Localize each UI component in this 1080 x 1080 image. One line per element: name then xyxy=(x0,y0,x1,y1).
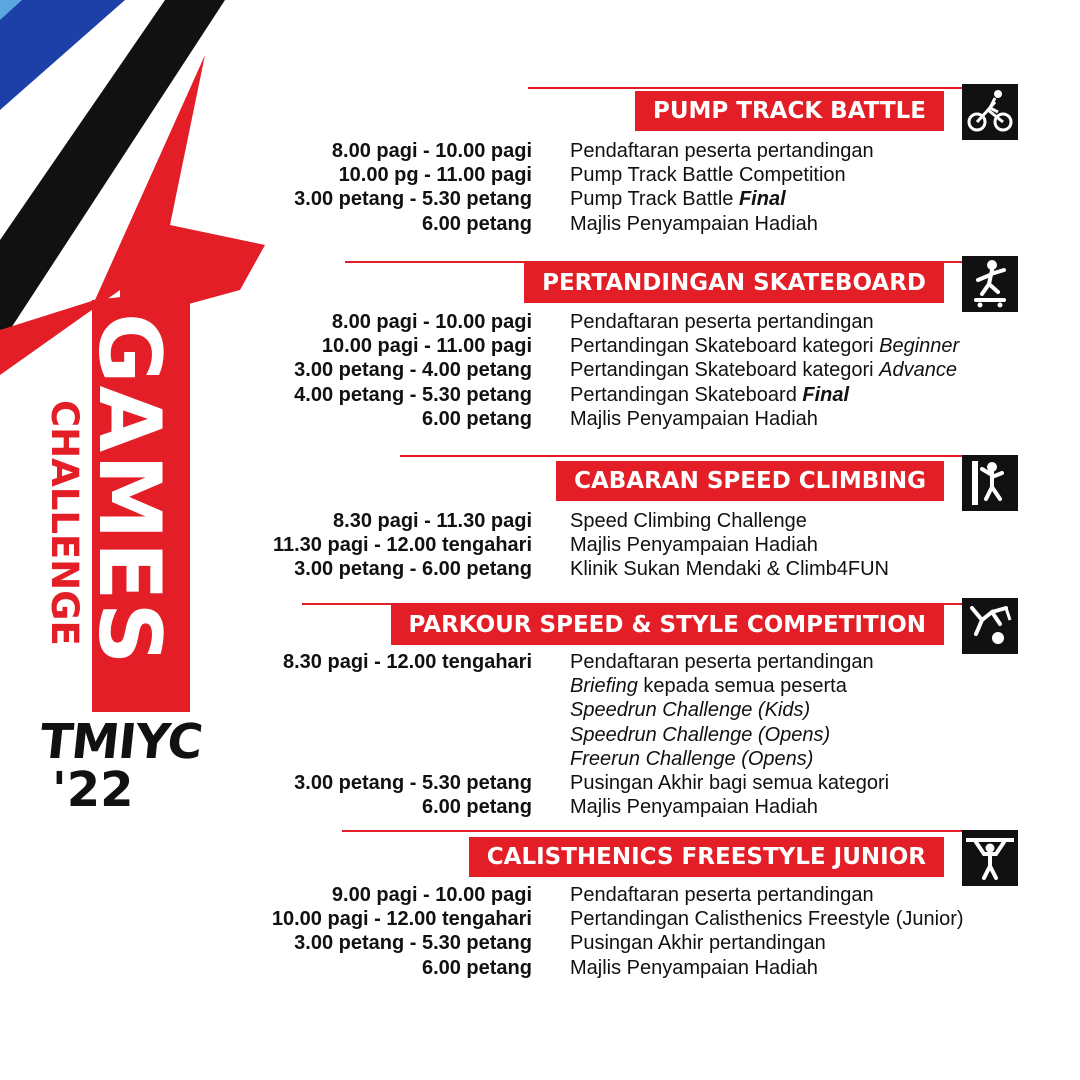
schedule-time: 8.00 pagi - 10.00 pagi xyxy=(331,140,532,162)
section-divider-line xyxy=(400,455,1018,457)
schedule-description: Pump Track Battle Final xyxy=(570,188,786,211)
schedule-description: Majlis Penyampaian Hadiah xyxy=(570,212,818,235)
schedule-row xyxy=(0,383,1080,407)
schedule-description xyxy=(570,747,813,771)
bmx-bike-icon xyxy=(962,84,1018,140)
schedule-row xyxy=(0,795,1080,819)
schedule-description: Pendaftaran peserta pertandingan xyxy=(570,651,874,673)
schedule-description: Klinik Sukan Mendaki & Climb4FUN xyxy=(570,558,890,581)
schedule-row xyxy=(0,771,1080,795)
schedule-description: Pump Track Battle Competition xyxy=(570,164,846,187)
schedule-time: 10.00 pagi - 11.00 pagi xyxy=(321,335,532,358)
schedule-description: Briefing kepada semua peserta xyxy=(570,675,847,698)
schedule-description: Pendaftaran peserta pertandingan xyxy=(570,311,874,333)
schedule-row xyxy=(0,723,1080,747)
schedule-time: 6.00 petang xyxy=(421,212,532,235)
schedule-description-highlight: Beginner xyxy=(879,335,960,358)
schedule-description-highlight: Advance xyxy=(879,359,957,382)
schedule-description-italic: Speedrun Challenge (Opens) xyxy=(570,723,831,746)
schedule-description: Pusingan Akhir pertandingan xyxy=(570,932,826,955)
schedule-description: Pertandingan Skateboard kategori Advance xyxy=(570,359,957,382)
schedule-time: 3.00 petang - 4.00 petang xyxy=(294,359,532,382)
section-title: PERTANDINGAN SKATEBOARD xyxy=(524,263,944,303)
section-title: PUMP TRACK BATTLE xyxy=(635,91,944,131)
schedule-time: 10.00 pg - 11.00 pagi xyxy=(338,164,532,187)
schedule-row xyxy=(0,358,1080,382)
schedule-time: 4.00 petang - 5.30 petang xyxy=(294,383,532,406)
section-title: CALISTHENICS FREESTYLE JUNIOR xyxy=(469,837,944,877)
schedule-row xyxy=(0,334,1080,358)
schedule-description: Majlis Penyampaian Hadiah xyxy=(570,407,818,430)
schedule-row xyxy=(0,907,1080,931)
schedule-time: 6.00 petang xyxy=(421,407,532,430)
schedule-description: Majlis Penyampaian Hadiah xyxy=(570,534,818,557)
schedule-time: 11.30 pagi - 12.00 tengahari xyxy=(272,534,532,557)
schedule-row xyxy=(0,557,1080,581)
section-divider-line xyxy=(342,830,1018,832)
schedule-row xyxy=(0,747,1080,771)
section-divider-line xyxy=(528,87,1018,89)
games-logo-text: GAMES xyxy=(79,313,179,667)
schedule-description xyxy=(570,723,830,747)
calisthenics-icon xyxy=(962,830,1018,886)
schedule-row xyxy=(0,533,1080,557)
schedule-description: Pusingan Akhir bagi semua kategori xyxy=(570,772,890,794)
schedule-description: Pendaftaran peserta pertandingan xyxy=(570,884,874,906)
schedule-row xyxy=(0,407,1080,431)
schedule-description-highlight: Final xyxy=(802,383,850,406)
schedule-description-highlight: Final xyxy=(738,188,786,211)
schedule-description-italic: Speedrun Challenge (Kids) xyxy=(570,699,811,722)
schedule-description: Pertandingan Skateboard Final xyxy=(570,383,850,406)
schedule-time: 9.00 pagi - 10.00 pagi xyxy=(331,884,532,906)
schedule-description: Pendaftaran peserta pertandingan xyxy=(570,140,874,162)
schedule-row xyxy=(0,883,1080,907)
schedule-row xyxy=(0,931,1080,955)
section-title: PARKOUR SPEED & STYLE COMPETITION xyxy=(391,605,944,645)
schedule-row xyxy=(0,310,1080,334)
schedule-description-italic: Freerun Challenge (Opens) xyxy=(570,747,814,770)
climber-icon xyxy=(962,455,1018,511)
skateboarder-icon xyxy=(962,256,1018,312)
schedule-description xyxy=(570,698,810,722)
schedule-row xyxy=(0,187,1080,211)
schedule-row xyxy=(0,163,1080,187)
schedule-time: 8.30 pagi - 12.00 tengahari xyxy=(283,651,532,673)
schedule-description: Pertandingan Calisthenics Freestyle (Junior) xyxy=(570,908,964,931)
year-logo-text: '22 xyxy=(52,762,134,818)
schedule-row xyxy=(0,212,1080,236)
challenge-logo-text: CHALLENGE xyxy=(43,400,86,646)
schedule-time: 3.00 petang - 5.30 petang xyxy=(294,932,532,955)
section-title: CABARAN SPEED CLIMBING xyxy=(556,461,944,501)
schedule-row xyxy=(0,139,1080,163)
schedule-description: Majlis Penyampaian Hadiah xyxy=(570,956,818,979)
schedule-time: 3.00 petang - 6.00 petang xyxy=(294,558,532,581)
schedule-description: Majlis Penyampaian Hadiah xyxy=(570,796,818,819)
schedule-row xyxy=(0,956,1080,980)
schedule-row xyxy=(0,650,1080,674)
schedule-time: 3.00 petang - 5.30 petang xyxy=(294,772,532,794)
schedule-time: 10.00 pagi - 12.00 tengahari xyxy=(271,908,532,931)
schedule-time: 8.30 pagi - 11.30 pagi xyxy=(333,510,532,532)
parkour-icon xyxy=(962,598,1018,654)
schedule-description: Speed Climbing Challenge xyxy=(570,510,807,532)
schedule-time: 3.00 petang - 5.30 petang xyxy=(294,188,532,211)
schedule-time: 6.00 petang xyxy=(421,956,532,979)
schedule-description: Pertandingan Skateboard kategori Beginner xyxy=(570,335,960,358)
schedule-row xyxy=(0,698,1080,722)
tmiyc-logo-text: TMIYC xyxy=(37,714,205,770)
schedule-row xyxy=(0,674,1080,698)
schedule-time: 6.00 petang xyxy=(421,796,532,819)
schedule-description-italic: Briefing xyxy=(570,675,638,698)
schedule-time: 8.00 pagi - 10.00 pagi xyxy=(331,311,532,333)
schedule-row xyxy=(0,509,1080,533)
